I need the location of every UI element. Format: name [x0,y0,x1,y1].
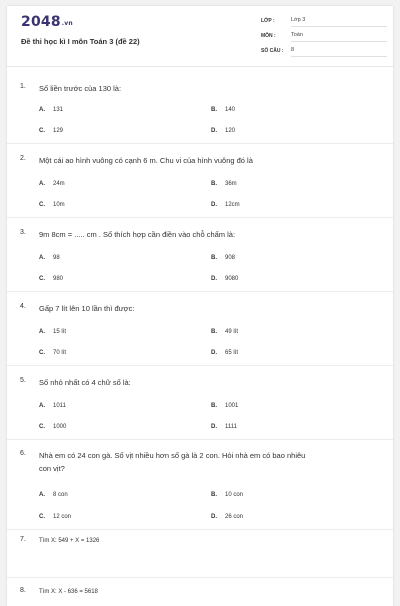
question-text-line: Nhà em có 24 con gà. Số vịt nhiều hơn số gà là 2 con. Hỏi nhà em có bao nhiêu [39,451,306,460]
option-text: 65 lít [225,350,239,356]
option-text: 1000 [53,424,67,430]
option-letter: B. [211,107,217,113]
divider [7,577,393,578]
question-number: 2. [20,155,26,162]
question-number: 6. [20,450,26,457]
option-letter: D. [211,276,217,282]
option-letter: B. [211,403,217,409]
question-text: Tìm X: 549 + X = 1326 [39,538,100,544]
option-text: 10 con [225,492,244,498]
option-b[interactable] [211,403,238,409]
meta-class-label: LỚP : [261,18,275,24]
option-text: 12 con [53,514,72,520]
option-text: 15 lít [53,329,67,335]
option-letter: B. [211,329,217,335]
question-text [39,449,379,475]
meta-subject-label: MÔN : [261,33,276,39]
option-text: 70 lít [53,350,67,356]
option-text: 26 con [225,514,244,520]
option-letter: B. [211,492,217,498]
option-c[interactable] [39,514,71,520]
option-a[interactable] [39,107,63,113]
option-a[interactable] [39,403,66,409]
question-text: Một cái ao hình vuông có cạnh 6 m. Chu vi của hình vuông đó là [39,156,253,165]
question-number: 7. [20,536,26,543]
option-b[interactable] [211,255,235,261]
option-letter: B. [211,255,217,261]
exam-header [7,6,393,67]
option-a[interactable] [39,181,65,187]
option-d[interactable] [211,128,235,134]
option-text: 49 lít [225,329,239,335]
logo-tld: .vn [61,20,73,27]
option-letter: C. [39,276,45,282]
question-number: 4. [20,303,26,310]
option-c[interactable] [39,128,63,134]
option-text: 12cm [225,202,240,208]
option-b[interactable] [211,492,243,498]
option-a[interactable] [39,255,60,261]
option-text: 1111 [225,424,238,430]
option-text: 36m [225,181,237,187]
question-text-line: con vịt? [39,464,65,473]
divider [7,365,393,366]
option-text: 131 [53,107,64,113]
option-letter: C. [39,128,45,134]
exam-page [7,6,393,606]
option-letter: D. [211,424,217,430]
option-b[interactable] [211,181,237,187]
option-c[interactable] [39,202,65,208]
divider [7,439,393,440]
option-text: 140 [225,107,236,113]
option-letter: C. [39,514,45,520]
option-text: 98 [53,255,60,261]
option-text: 980 [53,276,64,282]
meta-count-label: SỐ CÂU : [261,48,284,54]
option-d[interactable] [211,514,243,520]
question-text: Tìm X: X - 636 = 5618 [39,589,98,595]
option-c[interactable] [39,276,63,282]
option-letter: C. [39,202,45,208]
question-number: 1. [20,83,26,90]
option-letter: D. [211,202,217,208]
option-letter: D. [211,350,217,356]
meta-subject-value: Toán [291,30,387,42]
option-letter: A. [39,329,45,335]
option-c[interactable] [39,350,66,356]
question-number: 3. [20,229,26,236]
option-letter: C. [39,350,45,356]
meta-class [261,15,387,29]
site-logo[interactable] [21,14,73,30]
option-d[interactable] [211,202,240,208]
question-text: Số liền trước của 130 là: [39,84,122,93]
meta-class-value: Lớp 3 [291,15,387,27]
option-letter: A. [39,107,45,113]
option-text: 8 con [53,492,68,498]
option-letter: A. [39,492,45,498]
option-letter: C. [39,424,45,430]
option-a[interactable] [39,492,68,498]
option-text: 1011 [53,403,66,409]
option-b[interactable] [211,107,235,113]
divider [7,143,393,144]
option-text: 120 [225,128,236,134]
option-letter: A. [39,255,45,261]
divider [7,291,393,292]
option-letter: B. [211,181,217,187]
divider [7,529,393,530]
meta-count-value: 8 [291,45,387,57]
question-number: 8. [20,587,26,594]
option-d[interactable] [211,276,238,282]
logo-text: 2048 [21,14,61,30]
option-text: 129 [53,128,64,134]
question-text: 9m 8cm = ..... cm . Số thích hợp cần điền vào chỗ chấm là: [39,230,236,239]
meta-subject [261,30,387,44]
option-text: 908 [225,255,236,261]
option-text: 9080 [225,276,239,282]
divider [7,217,393,218]
meta-count [261,45,387,59]
option-letter: D. [211,514,217,520]
option-c[interactable] [39,424,66,430]
option-text: 10m [53,202,65,208]
option-letter: A. [39,181,45,187]
option-b[interactable] [211,329,238,335]
exam-title: Đề thi học kì I môn Toán 3 (đề 22) [21,37,140,46]
question-number: 5. [20,377,26,384]
option-d[interactable] [211,424,237,430]
option-text: 1001 [225,403,239,409]
question-text: Số nhỏ nhất có 4 chữ số là: [39,378,131,387]
option-a[interactable] [39,329,66,335]
option-letter: D. [211,128,217,134]
question-text: Gấp 7 lít lên 10 lần thì được: [39,304,135,313]
option-d[interactable] [211,350,238,356]
option-text: 24m [53,181,65,187]
option-letter: A. [39,403,45,409]
